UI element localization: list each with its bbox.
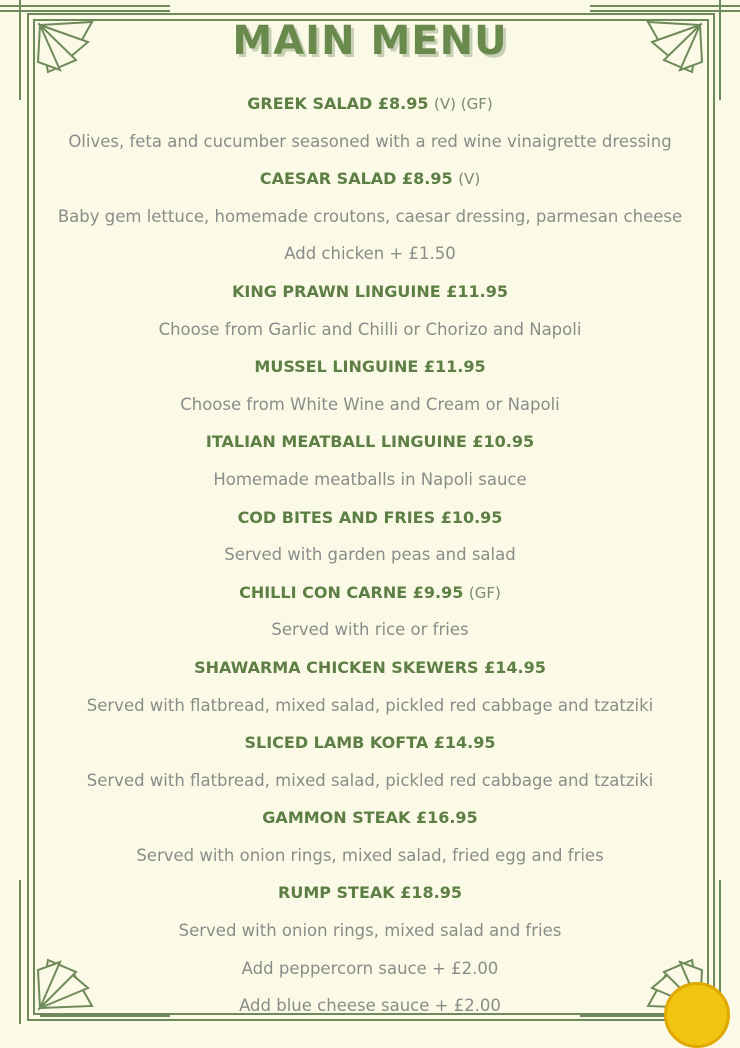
menu-item-name xyxy=(0,273,740,311)
menu-title: MAIN MENU xyxy=(232,18,508,64)
menu-item-description: Served with onion rings, mixed salad and fries xyxy=(178,921,562,941)
menu-item-name xyxy=(0,724,740,762)
dietary-tags: (GF) xyxy=(468,583,501,602)
menu-item-description: Served with onion rings, mixed salad, fried egg and fries xyxy=(136,845,604,865)
dish-name-price: SHAWARMA CHICKEN SKEWERS £14.95 xyxy=(194,657,546,677)
dish-name-price: COD BITES AND FRIES £10.95 xyxy=(237,507,503,527)
menu-item-name xyxy=(0,348,740,386)
menu-item-name xyxy=(0,160,740,198)
dish-name-price: KING PRAWN LINGUINE £11.95 xyxy=(231,281,508,301)
menu-item-name xyxy=(0,423,740,461)
dish-name-price: RUMP STEAK £18.95 xyxy=(278,883,462,903)
menu-item-name xyxy=(0,85,740,123)
dietary-tags: (V) xyxy=(458,170,481,189)
dish-name-price: CHILLI CON CARNE £9.95 xyxy=(239,582,464,602)
menu-item-name xyxy=(0,874,740,912)
dish-name-price: SLICED LAMB KOFTA £14.95 xyxy=(244,733,496,753)
dish-name-price: GAMMON STEAK £16.95 xyxy=(262,808,478,828)
menu-item-description: Choose from Garlic and Chilli or Chorizo and Napoli xyxy=(158,319,582,339)
menu-item-description: Add chicken + £1.50 xyxy=(284,244,456,264)
menu-item-description: Served with rice or fries xyxy=(271,620,469,640)
dish-name-price: CAESAR SALAD £8.95 xyxy=(259,169,453,189)
menu-item-description: Served with garden peas and salad xyxy=(224,545,516,565)
menu-item-description: Choose from White Wine and Cream or Napoli xyxy=(180,394,560,414)
menu-item-description: Served with flatbread, mixed salad, pickled red cabbage and tzatziki xyxy=(86,770,654,790)
dietary-tags: (V) (GF) xyxy=(434,95,493,113)
menu-item-description: Homemade meatballs in Napoli sauce xyxy=(213,469,527,489)
menu-item-name xyxy=(0,649,740,687)
menu-item-description: Olives, feta and cucumber seasoned with a red wine vinaigrette dressing xyxy=(68,131,672,151)
menu-item-name xyxy=(0,799,740,837)
dish-name-price: MUSSEL LINGUINE £11.95 xyxy=(254,357,486,377)
menu-item-name xyxy=(0,574,740,612)
menu-item-description: Served with flatbread, mixed salad, pickled red cabbage and tzatziki xyxy=(86,695,654,715)
menu-item-description: Baby gem lettuce, homemade croutons, caesar dressing, parmesan cheese xyxy=(57,206,683,226)
menu-item-description: Add blue cheese sauce + £2.00 xyxy=(239,996,501,1016)
menu-item-description: Add peppercorn sauce + £2.00 xyxy=(241,958,499,978)
menu-item-name xyxy=(0,499,740,537)
menu-list xyxy=(0,85,740,1025)
dish-name-price: GREEK SALAD £8.95 xyxy=(247,94,429,113)
dish-name-price: ITALIAN MEATBALL LINGUINE £10.95 xyxy=(205,432,535,452)
